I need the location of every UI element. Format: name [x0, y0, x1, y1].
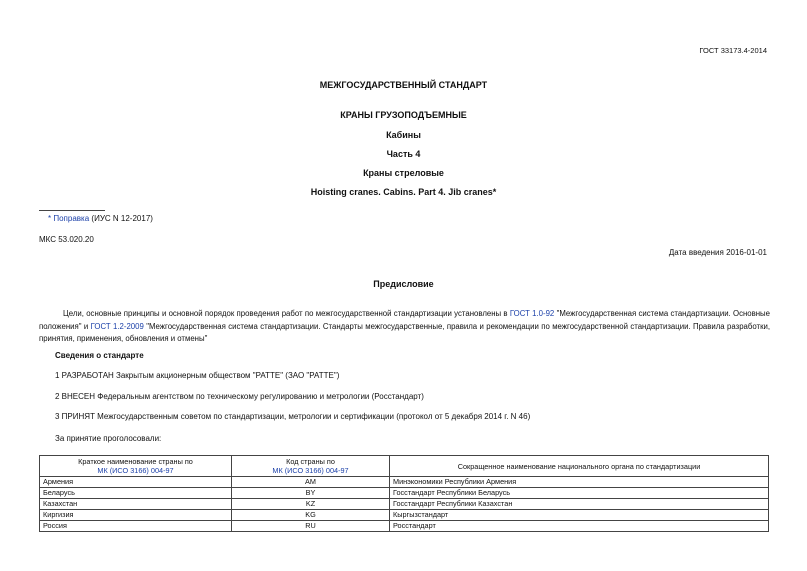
standard-type: МЕЖГОСУДАРСТВЕННЫЙ СТАНДАРТ	[319, 80, 488, 90]
country-cell: Россия	[40, 521, 232, 532]
table-row	[40, 477, 769, 488]
doc-code: ГОСТ 33173.4-2014	[699, 46, 767, 55]
paragraph-text-b: "Межгосударственная система стандартизации. Основные положения" и	[39, 309, 771, 331]
gost-1-0-92-link[interactable]: ГОСТ 1.0-92	[509, 309, 555, 318]
voting-states-table	[39, 455, 769, 532]
body-cell: Госстандарт Республики Беларусь	[390, 488, 769, 499]
footnote-suffix: (ИУС N 12-2017)	[91, 214, 153, 223]
foreword-paragraph	[39, 308, 770, 346]
country-cell: Беларусь	[40, 488, 232, 499]
code-cell: KG	[232, 510, 390, 521]
table-row	[40, 521, 769, 532]
body-cell: Росстандарт	[390, 521, 769, 532]
info-item-1: 1 РАЗРАБОТАН Закрытым акционерным обществом "РАТТЕ" (ЗАО "РАТТЕ")	[55, 371, 340, 380]
code-cell: AM	[232, 477, 390, 488]
document-subtitle: Кабины	[386, 130, 421, 140]
table-row	[40, 499, 769, 510]
gost-1-2-2009-link[interactable]: ГОСТ 1.2-2009	[90, 321, 144, 331]
footnote-star: *	[48, 214, 52, 223]
table-row	[40, 488, 769, 499]
body-cell: Минэкономики Республики Армения	[390, 477, 769, 488]
standard-info-heading: Сведения о стандарте	[55, 351, 144, 360]
mk-iso-3166-code-link[interactable]: МК (ИСО 3166) 004-97	[272, 466, 349, 475]
col-country-header	[40, 456, 232, 477]
document-part: Часть 4	[386, 149, 421, 159]
paragraph-text-c: "Межгосударственная система стандартизации. Стандарты межгосударственные, правила и рекомендации по межгосударственной стандартизации. Правила разработки, принятия, применения, обновления и отмены"	[39, 321, 771, 343]
country-cell: Казахстан	[40, 499, 232, 510]
country-cell: Армения	[40, 477, 232, 488]
code-cell: KZ	[232, 499, 390, 510]
mk-iso-3166-link[interactable]: МК (ИСО 3166) 004-97	[97, 466, 174, 475]
table-header-row	[40, 456, 769, 477]
foreword-heading: Предисловие	[373, 279, 434, 289]
part-title: Краны стреловые	[363, 168, 444, 178]
document-title: КРАНЫ ГРУЗОПОДЪЕМНЫЕ	[340, 110, 467, 120]
col-body-header: Сокращенное наименование национального органа по стандартизации	[390, 456, 769, 477]
english-title: Hoisting cranes. Cabins. Part 4. Jib cranes*	[310, 187, 497, 197]
body-cell: Кыргызстандарт	[390, 510, 769, 521]
code-cell: RU	[232, 521, 390, 532]
col-code-header	[232, 456, 390, 477]
code-cell: BY	[232, 488, 390, 499]
table-row	[40, 510, 769, 521]
body-cell: Госстандарт Республики Казахстан	[390, 499, 769, 510]
country-cell: Киргизия	[40, 510, 232, 521]
info-item-3: 3 ПРИНЯТ Межгосударственным советом по стандартизации, метрологии и сертификации (протокол от 5 декабря 2014 г. N 46)	[55, 412, 531, 421]
col-code-label: Код страны по	[286, 457, 335, 466]
info-item-2: 2 ВНЕСЕН Федеральным агентством по техническому регулированию и метрологии (Росстандарт)	[55, 392, 424, 401]
mks-code: МКС 53.020.20	[39, 235, 94, 244]
intro-date: Дата введения 2016-01-01	[668, 248, 767, 257]
col-country-label: Краткое наименование страны по	[78, 457, 193, 466]
amendment-link[interactable]: Поправка	[53, 214, 90, 223]
footnote	[48, 214, 153, 223]
vote-label: За принятие проголосовали:	[55, 434, 162, 443]
footnote-divider	[39, 210, 105, 211]
paragraph-text-a: Цели, основные принципы и основной порядок проведения работ по межгосударственной стандартизации установлены в	[63, 309, 508, 318]
